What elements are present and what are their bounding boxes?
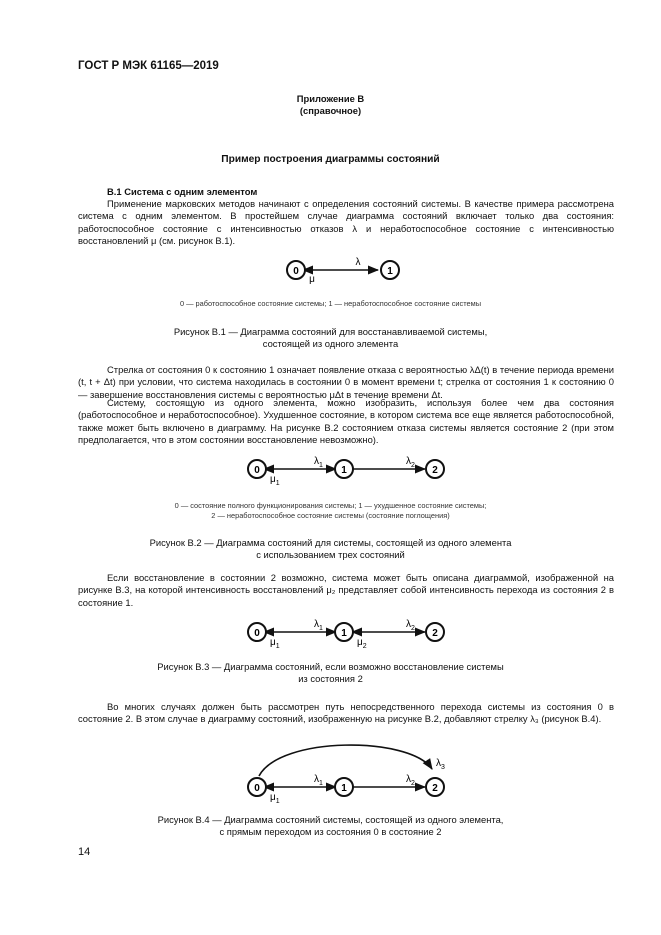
subsection-title: В.1 Система с одним элементом [107,186,258,197]
state-2-label: 2 [432,465,438,476]
state-0-label: 0 [254,465,260,476]
figure-b3-caption: Рисунок В.3 — Диаграмма состояний, если возможно восстановление системы [157,661,504,672]
figure-b1-caption: Рисунок В.1 — Диаграмма состояний для восстанавливаемой системы, [173,326,488,337]
state-1-label: 1 [341,628,347,639]
lambda1-label: $\lambda_1$ [314,456,323,469]
state-1-label: 1 [387,266,393,277]
figure-b2-caption-2: с использованием трех состояний [256,549,405,560]
document-header: ГОСТ Р МЭК 61165—2019 [78,60,219,72]
paragraph-4: Если восстановление в состоянии 2 возможно, система может быть описана диаграммой, изображенной на рисунке В.3, на которой интенсивность восстановлений μ₂ представляет собой интенсивность перехода из состояния 2 в состояние 1. [78,572,614,608]
paragraph-2: Стрелка от состояния 0 к состоянию 1 означает появление отказа с вероятностью λΔ(t) в течение периода времени (t, t + Δt) при условии, что система находилась в состоянии 0 в момент времени t; стрелка от состояния 1 к состоянию 0 — завершение восстановления системы с вероятностью μΔt в течение времени Δt. [78,364,614,400]
state-0-label: 0 [293,266,299,277]
lambda2-label: $\lambda_2$ [406,456,415,469]
mu2-label: $\mu_2$ [357,637,367,650]
figure-b2-legend-2: 2 — неработоспособное состояние системы (состояние поглощения) [211,511,450,520]
lambda-label: λ [355,257,361,268]
state-0-label: 0 [254,628,260,639]
state-1-label: 1 [341,783,347,794]
appendix-title: Приложение В [296,93,365,104]
figure-b2 [240,455,450,491]
state-2-label: 2 [432,628,438,639]
paragraph-1: Применение марковских методов начинают с определения состояний системы. В качестве примера рассмотрена система с одним элементом. В простейшем случае диаграмма состояний включает только два состояния: работоспособное состояние с интенсивностью отказов λ и неработоспособное состояние с интенсивностью восстановлений μ (см. рисунок В.1). [78,198,614,247]
mu1-label: $\mu_1$ [270,474,280,487]
mu1-label: $\mu_1$ [270,637,280,650]
figure-b3-caption-2: из состояния 2 [298,673,363,684]
figure-b1-legend: 0 — работоспособное состояние системы; 1 — неработоспособное состояние системы [179,299,482,308]
figure-b4 [240,742,454,805]
figure-b1 [280,252,410,292]
figure-b2-legend: 0 — состояние полного функционирования системы; 1 — ухудшенное состояние системы; [174,501,487,510]
lambda2-label: $\lambda_2$ [406,774,415,787]
paragraph-5: Во многих случаях должен быть рассмотрен путь непосредственного перехода системы из состояния 0 в состояние 2. В этом случае в диаграмму состояний, изображенную на рисунке В.2, добавляют стрелку λ₃ (рисунок В.4). [78,701,614,725]
mu-label: μ [309,274,315,285]
page-number: 14 [78,846,91,858]
transition-0-2-arrow [259,745,432,776]
figure-b1-caption-2: состоящей из одного элемента [262,338,399,349]
state-1-label: 1 [341,465,347,476]
paragraph-3: Систему, состоящую из одного элемента, можно изобразить, используя более чем два состояния (работоспособное и неработоспособное). Ухудшенное состояние, в котором система все еще является работоспособной, также может быть включено в диаграмму. На рисунке В.2 состоянием отказа системы является состояние 2 (при этом предполагается, что в этом состоянии восстановление невозможно). [78,397,614,446]
lambda2-label: $\lambda_2$ [406,619,415,632]
state-2-label: 2 [432,783,438,794]
lambda1-label: $\lambda_1$ [314,774,323,787]
lambda1-label: $\lambda_1$ [314,619,323,632]
mu1-label: $\mu_1$ [270,792,280,805]
figure-b4-caption: Рисунок В.4 — Диаграмма состояний системы, состоящей из одного элемента, [157,814,504,825]
appendix-note: (справочное) [299,105,362,116]
figure-b4-caption-2: с прямым переходом из состояния 0 в состояние 2 [219,826,442,837]
section-title: Пример построения диаграммы состояний [221,154,440,165]
state-0-label: 0 [254,783,260,794]
figure-b2-caption: Рисунок В.2 — Диаграмма состояний для системы, состоящей из одного элемента [149,537,512,548]
figure-b3 [240,618,450,654]
lambda3-label: $\lambda_3$ [436,758,445,771]
